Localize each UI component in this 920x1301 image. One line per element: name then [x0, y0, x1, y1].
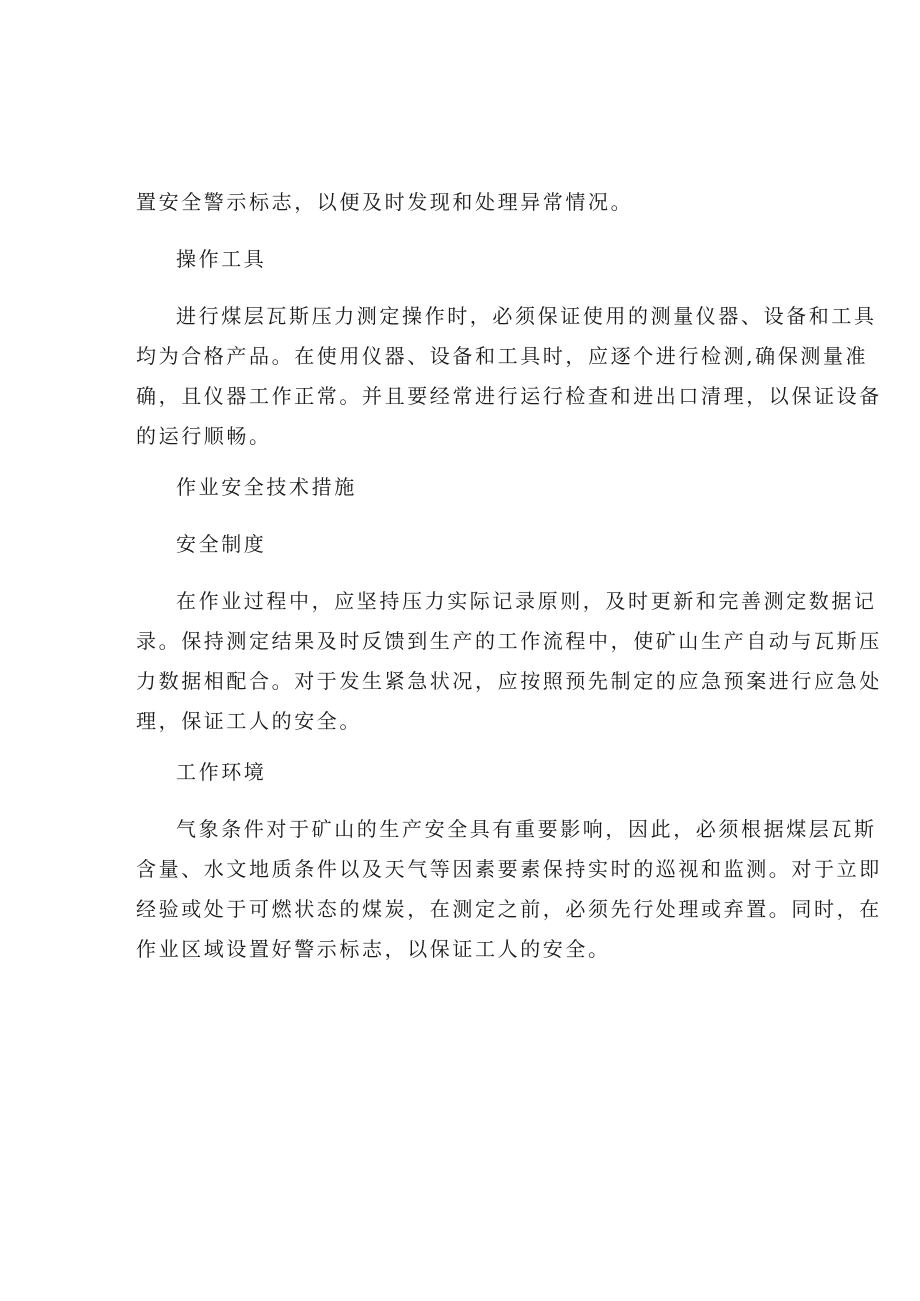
heading-tools: 操作工具 [176, 247, 267, 271]
paragraph-continuation-line: 置安全警示标志，以便及时发现和处理异常情况。 [136, 190, 634, 214]
paragraph-tools-line: 的运行顺畅。 [136, 424, 272, 448]
paragraph-system-line: 在作业过程中，应坚持压力实际记录原则，及时更新和完善测定数据记 [176, 589, 877, 613]
paragraph-environment-line: 经验或处于可燃状态的煤炭，在测定之前，必须先行处理或弃置。同时，在 [136, 897, 882, 921]
paragraph-tools-line: 均为合格产品。在使用仪器、设备和工具时，应逐个进行检测,确保测量准 [136, 344, 869, 368]
paragraph-tools-line: 进行煤层瓦斯压力测定操作时，必须保证使用的测量仪器、设备和工具 [176, 304, 877, 328]
paragraph-system-line: 力数据相配合。对于发生紧急状况，应按照预先制定的应急预案进行应急处 [136, 669, 882, 693]
paragraph-environment-line: 含量、水文地质条件以及天气等因素要素保持实时的巡视和监测。对于立即 [136, 857, 882, 881]
paragraph-tools-line: 确，且仪器工作正常。并且要经常进行运行检查和进出口清理，以保证设备 [136, 384, 882, 408]
paragraph-system-line: 录。保持测定结果及时反馈到生产的工作流程中，使矿山生产自动与瓦斯压 [136, 629, 882, 653]
paragraph-environment-line: 气象条件对于矿山的生产安全具有重要影响，因此，必须根据煤层瓦斯 [176, 817, 877, 841]
heading-safety-measures: 作业安全技术措施 [176, 475, 357, 499]
heading-safety-system: 安全制度 [176, 532, 267, 556]
paragraph-system-line: 理，保证工人的安全。 [136, 709, 362, 733]
paragraph-environment-line: 作业区域设置好警示标志，以保证工人的安全。 [136, 937, 611, 961]
heading-work-environment: 工作环境 [176, 760, 267, 784]
